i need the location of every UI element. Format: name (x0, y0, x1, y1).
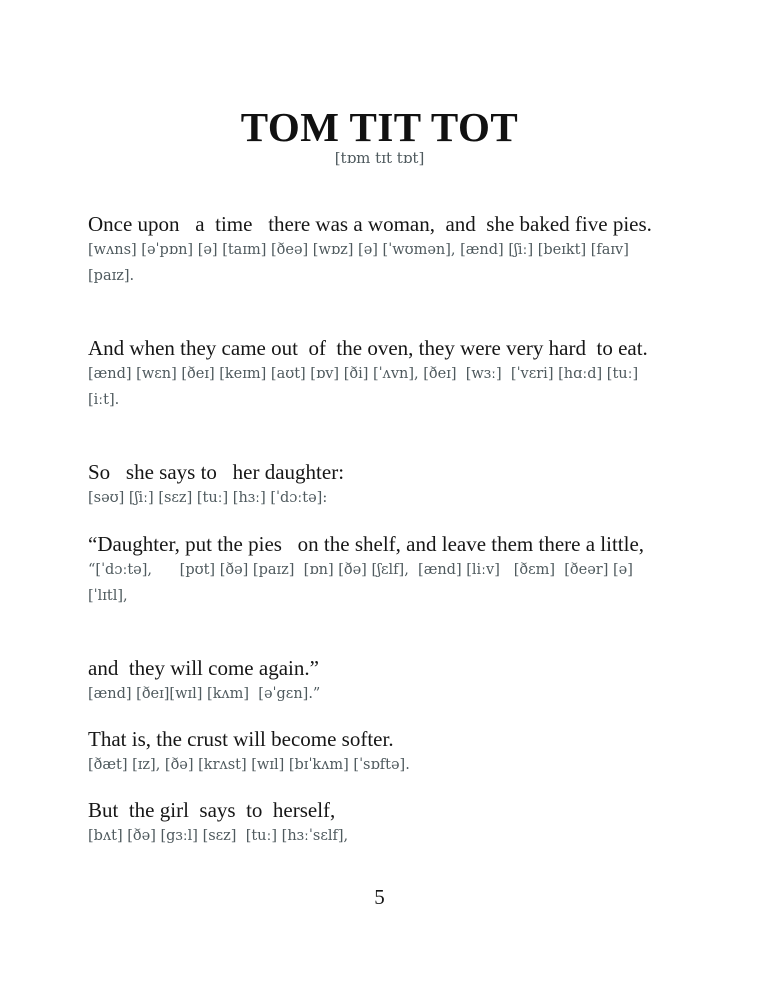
page-title: TOM TIT TOT (240, 104, 519, 150)
title-phonetic: [tɒm tɪt tɒt] (334, 149, 425, 167)
paragraph-7 (88, 797, 673, 849)
paragraph-english: And when they came out of the oven, they were very hard to eat. (88, 336, 648, 360)
paragraph-phonetic: [səʊ] [ʃiː] [sɛz] [tuː] [hɜː] [ˈdɔːtə]: (88, 490, 328, 506)
paragraph-english: That is, the crust will become softer. (88, 727, 394, 751)
paragraph-3 (88, 459, 673, 511)
paragraph-english: But the girl says to herself, (88, 798, 336, 822)
paragraph-5 (88, 655, 673, 707)
paragraph-6 (88, 726, 673, 778)
paragraph-english: So she says to her daughter: (88, 460, 345, 484)
paragraph-english: Once upon a time there was a woman, and she baked five pies. (88, 212, 652, 236)
paragraph-phonetic: [ænd] [wɛn] [ðeɪ] [keɪm] [aʊt] [ɒv] [ði] [ˈʌvn], [ðeɪ] [wɜː] [ˈvɛri] [hɑːd] [tuː] [iːt]. (88, 366, 643, 408)
paragraph-phonetic: “[ˈdɔːtə], [pʊt] [ðə] [paɪz] [ɒn] [ðə] [ʃɛlf], [ænd] [liːv] [ðɛm] [ðeər] [ə] [ˈlɪtl], (88, 562, 638, 604)
paragraph-english: “Daughter, put the pies on the shelf, and leave them there a little, (88, 532, 645, 556)
paragraph-phonetic: [ænd] [ðeɪ][wɪl] [kʌm] [əˈgɛn].” (88, 686, 321, 702)
paragraph-phonetic: [bʌt] [ðə] [gɜːl] [sɛz] [tuː] [hɜːˈsɛlf], (88, 828, 349, 844)
paragraph-1 (88, 211, 673, 289)
paragraph-phonetic: [ðæt] [ɪz], [ðə] [krʌst] [wɪl] [bɪˈkʌm] [ˈsɒftə]. (88, 757, 410, 773)
paragraph-phonetic: [wʌns] [əˈpɒn] [ə] [taɪm] [ðeə] [wɒz] [ə] [ˈwʊmən], [ænd] [ʃiː] [beɪkt] [faɪv] [paɪz]. (88, 242, 634, 284)
paragraph-4 (88, 531, 673, 609)
paragraph-english: and they will come again.” (88, 656, 319, 680)
page-number: 5 (374, 885, 385, 909)
paragraph-2 (88, 335, 673, 413)
